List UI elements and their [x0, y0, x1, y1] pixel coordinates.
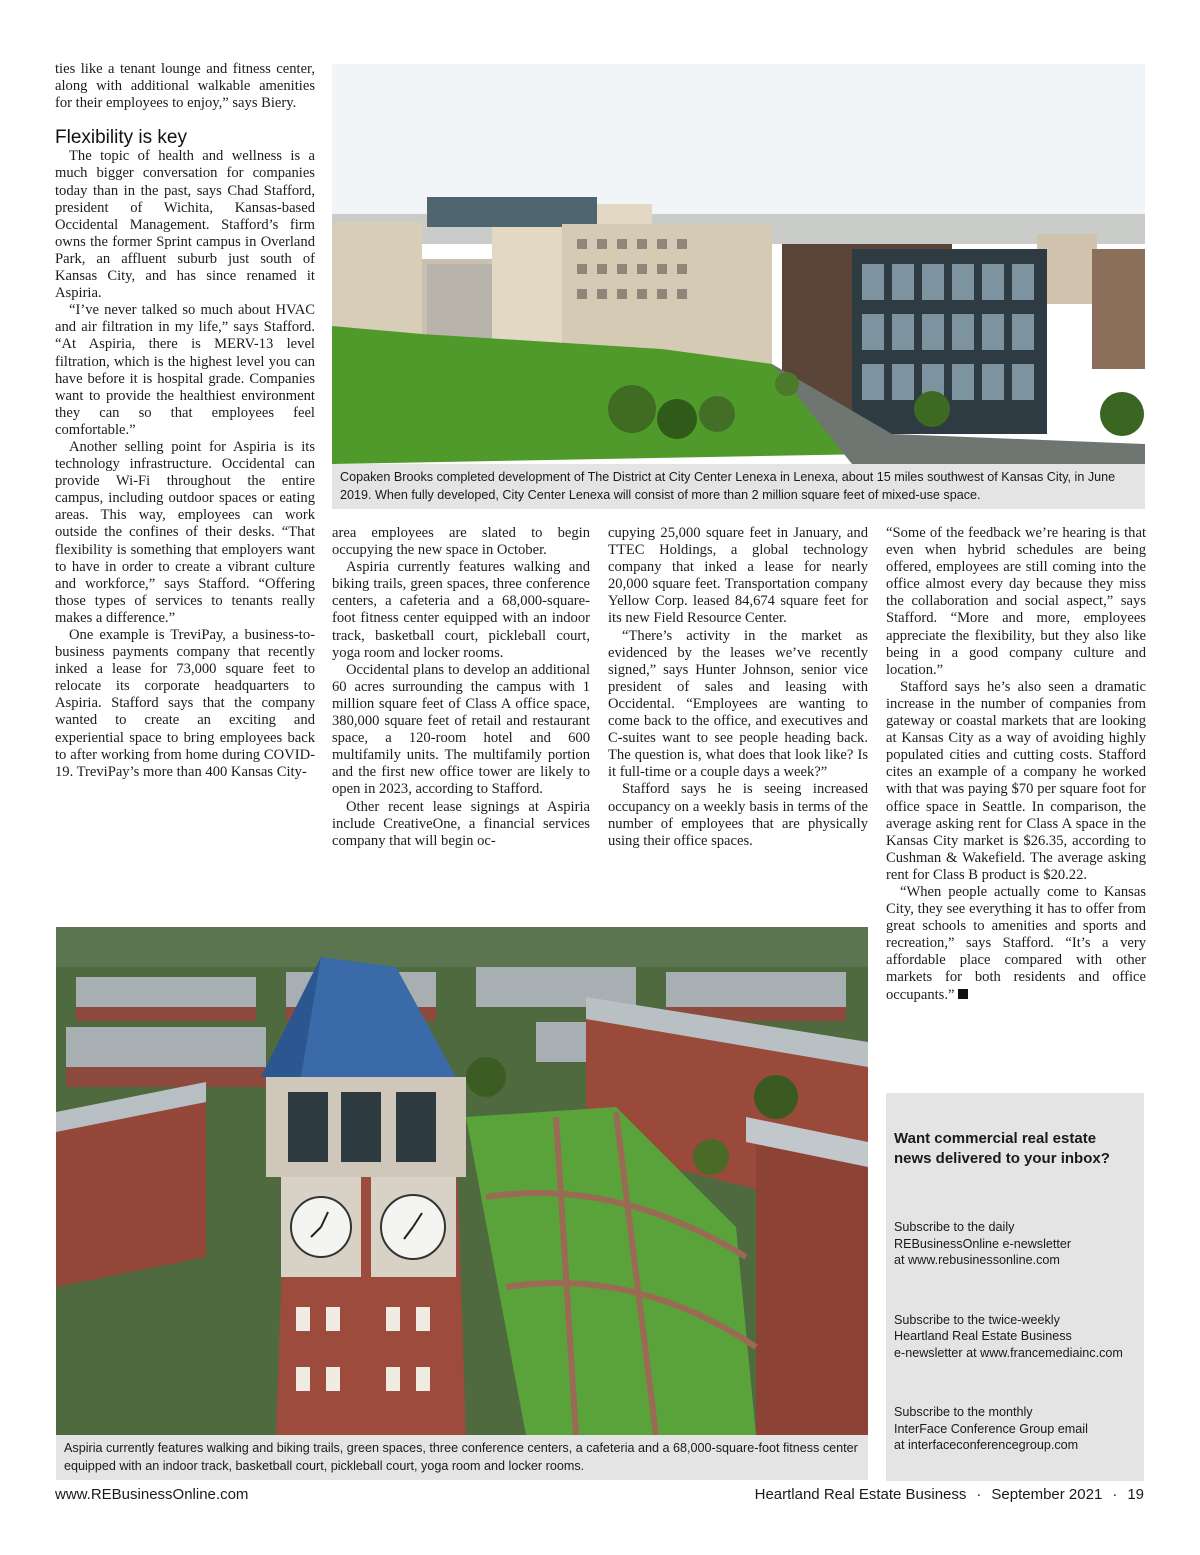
section-heading: Flexibility is key: [55, 127, 187, 149]
subscribe-link[interactable]: at interfaceconferencegroup.com: [894, 1438, 1079, 1452]
paragraph: One example is TreviPay, a business-to-business payments company that recently inked a lease for 73,000 square feet to relocate its corporate headquarters to Aspiria. Stafford says that the company wanted to create an exciting and experiential space to bring employees back to after working from home during COVID-19. TreviPay’s more than 400 Kansas City-: [55, 627, 315, 780]
subscribe-line: Subscribe to the daily: [894, 1220, 1015, 1234]
paragraph: Other recent lease signings at Aspiria include CreativeOne, a financial services company that will begin oc-: [332, 798, 590, 849]
photo-caption-bottom: Aspiria currently features walking and biking trails, green spaces, three conference centers, a cafeteria and a 68,000-square-foot fitness center equipped with an indoor track, basketball court, pickleball court, yoga room and locker rooms.: [56, 1435, 868, 1480]
issue-date: September 2021: [991, 1486, 1103, 1503]
subscribe-line: REBusinessOnline e-newsletter: [894, 1236, 1072, 1251]
article-column-2: [332, 525, 590, 850]
paragraph: “I’ve never talked so much about HVAC and air filtration in my life,” says Stafford. “At Aspiria, there is MERV-13 level filtration, which is the highest level you can have before it is hospital grade. Companies want to provide the healthiest environment they can so that employees feel comfortable.”: [55, 302, 315, 438]
end-mark-icon: [958, 989, 968, 999]
article-column-1: [55, 61, 315, 781]
separator: ·: [1112, 1486, 1118, 1503]
subscribe-daily[interactable]: [894, 1219, 1136, 1269]
aspiria-campus-photo: [56, 927, 868, 1435]
subscribe-line: Subscribe to the twice-weekly: [894, 1312, 1060, 1327]
subscribe-line: Heartland Real Estate Business: [894, 1329, 1072, 1343]
subscribe-monthly[interactable]: [894, 1404, 1136, 1454]
article-column-3: [608, 525, 868, 850]
aerial-photo-illustration: [56, 927, 868, 1435]
sidebar-title: Want commercial real estate news delivered to your inbox?: [894, 1130, 1110, 1167]
paragraph: Another selling point for Aspiria is its technology infrastructure. Occidental can provide Wi-Fi throughout the entire campus, including outdoor spaces or eating areas. This way, employees can work outside the confines of their desks. “That flexibility is something that employers want to have in order to create a vibrant culture and workforce,” says Stafford. “Offering those types of services to tenants really makes a difference.”: [55, 438, 315, 626]
paragraph: Occidental plans to develop an additional 60 acres surrounding the campus with 1 million square feet of Class A office space, 380,000 square feet of retail and restaurant space, a 120-room hotel and 600 multifamily units. The multifamily portion and the first new office tower are likely to open in 2023, according to Stafford.: [332, 661, 590, 798]
paragraph: cupying 25,000 square feet in January, and TTEC Holdings, a global technology company that inked a lease for nearly 20,000 square feet. Transportation company Yellow Corp. leased 84,674 square feet for its new Field Resource Center.: [608, 525, 868, 627]
publication-name: Heartland Real Estate Business: [754, 1486, 967, 1503]
subscribe-twice-weekly[interactable]: [894, 1312, 1136, 1362]
paragraph: area employees are slated to begin occupying the new space in October.: [332, 525, 590, 559]
paragraph-text: “When people actually come to Kansas City, they see everything it has to offer from great schools to amenities and sports and recreation,” says Stafford. “It’s a very affordable place compared with other markets for both residents and office occupants.”: [886, 883, 1146, 1003]
paragraph: [886, 884, 1146, 1004]
paragraph: ties like a tenant lounge and fitness center, along with additional walkable amenities for their employees to enjoy,” says Biery.: [55, 61, 315, 112]
separator: ·: [976, 1486, 982, 1503]
paragraph: Stafford says he’s also seen a dramatic increase in the number of companies from gateway or coastal markets that are looking at Kansas City as a way of avoiding highly populated cities and cutting costs. Stafford cites an example of a company he worked with that was paying $70 per square foot for office space in Seattle. In comparison, the average asking rent for Class A space in the Kansas City market is $26.35, according to Cushman & Wakefield. The average asking rent for Class B product is $20.22.: [886, 678, 1146, 883]
aerial-photo-illustration: [332, 64, 1145, 464]
city-center-lenexa-photo: [332, 64, 1145, 464]
subscribe-link[interactable]: at www.rebusinessonline.com: [894, 1253, 1060, 1267]
article-column-4: [886, 525, 1146, 1004]
footer-website-link[interactable]: www.REBusinessOnline.com: [55, 1486, 249, 1503]
paragraph: “Some of the feedback we’re hearing is that even when hybrid schedules are being offered, employees are still coming into the office almost every day because they miss the collaboration and social aspect,” says Stafford. “More and more, employees appreciate the flexibility, but they also like being in a good company culture and location.”: [886, 525, 1146, 678]
newsletter-sidebar: [886, 1093, 1144, 1481]
page-number: 19: [1127, 1486, 1144, 1503]
photo-caption-top: Copaken Brooks completed development of The District at City Center Lenexa in Lenexa, about 15 miles southwest of Kansas City, in June 2019. When fully developed, City Center Lenexa will consist of more than 2 million square feet of mixed-use space.: [332, 464, 1145, 509]
subscribe-line: InterFace Conference Group email: [894, 1421, 1088, 1436]
paragraph: “There’s activity in the market as evidenced by the leases we’ve recently signed,” says Hunter Johnson, senior vice president of sales and leasing with Occidental. “Employees are wanting to come back to the office, and executives and C-suites want to see people heading back. The question is, what does that look like? Is it full-time or a couple days a week?”: [608, 627, 868, 781]
paragraph: Stafford says he is seeing increased occupancy on a weekly basis in terms of the number of employees that are physically using their office spaces.: [608, 781, 868, 849]
paragraph: Aspiria currently features walking and biking trails, green spaces, three conference centers, a cafeteria and a 68,000-square-foot fitness center equipped with an indoor track, basketball court, pickleball court, yoga room and locker rooms.: [332, 559, 590, 661]
footer-publication-info: [755, 1486, 1144, 1503]
subscribe-link[interactable]: e-newsletter at www.francemediainc.com: [894, 1345, 1123, 1360]
paragraph: The topic of health and wellness is a much bigger conversation for companies today than in the past, says Chad Stafford, president of Wichita, Kansas-based Occidental Management. Stafford’s firm owns the former Sprint campus in Overland Park, an affluent suburb just south of Kansas City, and has since renamed it Aspiria.: [55, 148, 315, 302]
subscribe-line: Subscribe to the monthly: [894, 1405, 1033, 1419]
